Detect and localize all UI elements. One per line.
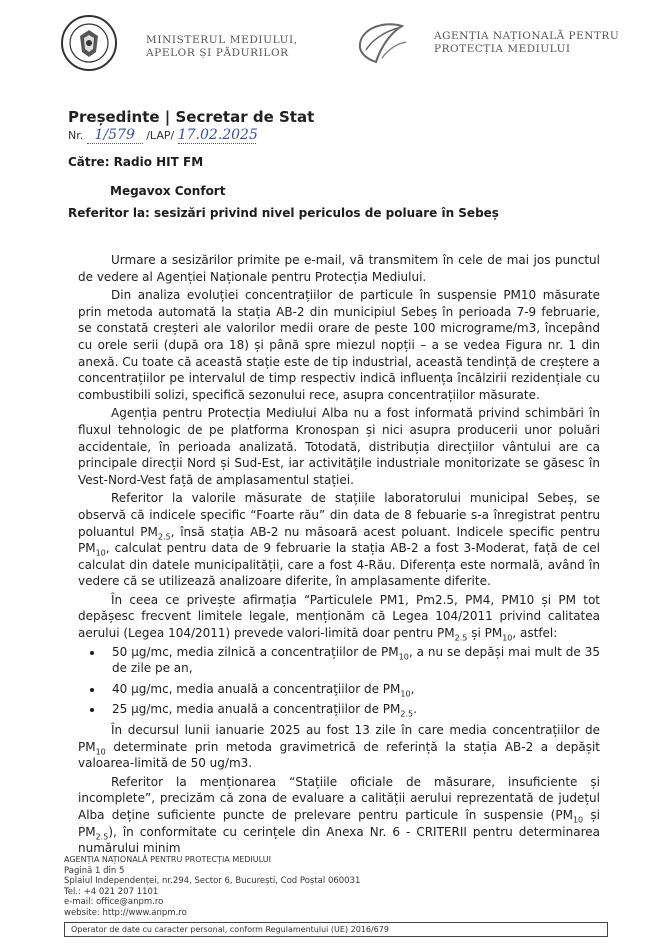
ministry-name — [146, 34, 298, 60]
paragraph-1: Urmare a sesizărilor primite pe e-mail, vă transmitem în cele de mai jos punctul de vedere al Agenției Naționale pentru Protecția Mediului. — [78, 253, 600, 284]
footer-agency: AGENȚIA NAȚIONALĂ PENTRU PROTECȚIA MEDIULUI — [64, 855, 271, 864]
limit-values-list — [78, 644, 600, 718]
paragraph-2: Din analiza evoluției concentrațiilor de particule în suspensie PM10 măsurate prin metoda automată la stația AB-2 din municipiul Sebeș în perioada 7-9 februarie, se constată creșteri ale valorilor medii orare de peste 100 micrograme/m3, începând cu orele serii (după ora 18) și până spre miezul nopții – a se vedea Figura nr. 1 din anexă. Cu toate că această stație este de tip industrial, această tendință de creștere a concentrațiilor pe intervalul de timp respectiv indică influența încălzirii rezidențiale cu combustibili solizi, specifică sezonului rece, asupra concentrațiilor măsurate. — [78, 288, 600, 402]
paragraph-7: Referitor la menționarea “Stațiile oficiale de măsurare, insuficiente și incomplete”, precizăm că zona de evaluare a calității aerului reprezentată de județul Alba deține suficiente puncte de prelevare pentru particule în suspensie ($PM_{10}$ și $PM_{2.5}$), în conformitate cu cerințele din Anexa Nr. 6 - CRITERII pentru determinarea numărului minim — [78, 774, 601, 856]
list-item: • 25 µg/mc, media anuală a concentrațiilor de $PM_{2.5}$. — [104, 701, 600, 718]
agency-header — [352, 18, 632, 70]
footer-email: e-mail: office@anpm.ro — [64, 897, 164, 908]
ministry-line-1: MINISTERUL MEDIULUI, — [146, 34, 298, 46]
page-footer — [64, 855, 360, 919]
footer-website: website: http://www.anpm.ro — [64, 907, 187, 918]
agency-line-2: PROTECȚIA MEDIULUI — [434, 43, 571, 55]
recipient-line: Către: Radio HIT FM — [68, 155, 204, 169]
registration-number-line — [68, 127, 256, 144]
ministry-line-2: APELOR ȘI PĂDURILOR — [146, 47, 289, 59]
agency-line-1: AGENȚIA NAȚIONALĂ PENTRU — [434, 30, 620, 42]
gdpr-notice: Operator de date cu caracter personal, conform Regulamentului (UE) 2016/679 — [64, 922, 608, 937]
letter-body — [78, 252, 600, 859]
government-seal-icon — [60, 14, 118, 72]
paragraph-3: Agenția pentru Protecția Mediului Alba nu a fost informată privind schimbări în fluxul tehnologic de pe platforma Kronospan și nici asupra producerii unor poluări accidentale, în perioada analizată. Totodată, distribuția direcțiilor vântului are ca principale direcții Nord și Sud-Est, iar activitățile industriale monitorizate se găsesc în Vest-Nord-Vest față de amplasamentul stației. — [78, 406, 600, 487]
registration-date: 17.02.2025 — [177, 127, 258, 143]
paragraph-5: În ceea ce privește afirmația “Particulele PM1, Pm2.5, PM4, PM10 și PM tot depășesc frecvent limitele legale, menționăm că Legea 104/2011 privind calitatea aerului (Legea 104/2011) prevede valori-limită doar pentru $PM_{2.5}$ și $PM_{10}$, astfel: — [78, 592, 600, 643]
anpm-leaf-logo-icon — [352, 18, 408, 68]
paragraph-6: În decursul lunii ianuarie 2025 au fost 13 zile în care media concentrațiilor de $PM_{10}$ determinate prin metoda gravimetrică de referință la stația AB-2 a depășit valoarea-limită de 50 ug/m3. — [78, 723, 600, 771]
sender-title: Președinte | Secretar de Stat — [68, 108, 315, 126]
agency-name — [434, 30, 619, 56]
subject-line: Referitor la: sesizări privind nivel periculos de poluare în Sebeș — [68, 206, 499, 220]
registration-number: 1/579 — [87, 127, 143, 144]
footer-address: Splaiul Independenței, nr.294, Sector 6, București, Cod Poștal 060031 — [64, 876, 361, 887]
paragraph-4: Referitor la valorile măsurate de stațiile laboratorului municipal Sebeș, se observă că indicele specific “Foarte rău” din data de 8 febuarie s-a înregistrat pentru poluantul $PM_{2.5}$, însă stația AB-2 nu măsoară acest poluant. Indicele specific pentru $PM_{10}$, calculat pentru data de 9 februarie la stația AB-2 a fost 3-Moderat, față de cel calculat din datele municipalității, care a fost 4-Rău. Diferența este normală, având în vedere că se utilizează analizoare diferite, în amplasamente diferite. — [78, 491, 600, 589]
lap-label: /LAP/ — [142, 129, 178, 142]
list-item: • 50 µg/mc, media zilnică a concentrațiilor de $PM_{10}$, a nu se depăși mai mult de 35 de zile pe an, — [104, 644, 600, 677]
recipient-second: Megavox Confort — [110, 184, 226, 198]
page-number: Pagină 1 din 5 — [64, 865, 125, 876]
nr-label: Nr. — [68, 129, 87, 142]
footer-phone: Tel.: +4 021 207 1101 — [64, 886, 159, 897]
ministry-header — [60, 14, 320, 72]
list-item: • 40 µg/mc, media anuală a concentrațiilor de $PM_{10}$, — [104, 681, 600, 698]
